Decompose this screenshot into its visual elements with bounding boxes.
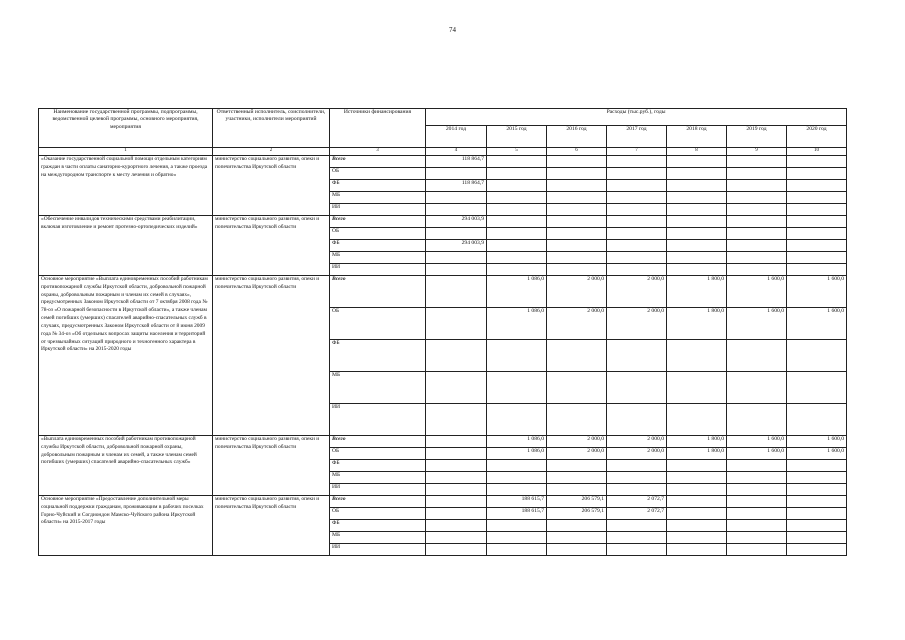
expense-value — [547, 264, 607, 276]
responsible-executor: министерство социального развития, опеки и попечительства Иркутской области — [213, 276, 330, 436]
expense-value — [547, 168, 607, 180]
expense-value — [667, 228, 727, 240]
expense-value — [487, 192, 547, 204]
funding-source: ИИ — [330, 264, 426, 276]
funding-source: ОБ — [330, 448, 426, 460]
expense-value — [787, 264, 847, 276]
expense-value — [607, 240, 667, 252]
expense-value — [547, 216, 607, 228]
expense-value — [547, 204, 607, 216]
expense-value — [727, 496, 787, 508]
expense-value: 1 600,0 — [727, 436, 787, 448]
expense-value — [727, 228, 787, 240]
expense-value — [426, 404, 487, 436]
funding-source: ОБ — [330, 508, 426, 520]
expense-value — [607, 460, 667, 472]
header-source: Источники финансирования — [330, 109, 426, 148]
expense-value — [607, 204, 667, 216]
expense-value — [667, 240, 727, 252]
expense-value — [487, 340, 547, 372]
expense-value — [607, 180, 667, 192]
expense-value — [667, 216, 727, 228]
expense-value: 1 800,0 — [667, 448, 727, 460]
table-row — [39, 276, 847, 308]
expense-value: 2 000,0 — [607, 276, 667, 308]
expense-value — [787, 520, 847, 532]
header-year: 2014 год — [426, 126, 487, 148]
expense-value — [727, 156, 787, 168]
expense-value: 1 086,0 — [487, 448, 547, 460]
expense-value — [727, 460, 787, 472]
column-number: 2 — [213, 148, 330, 156]
expense-value: 2 000,0 — [547, 276, 607, 308]
program-name: Основное мероприятие «Выплата единовременных пособий работникам противопожарной службы Иркутской области, добровольной пожарной охраны, добровольным пожарным и членам их семей в случаях», предусмотренных Законом Иркутской области от 7 октября 2008 года № 78-оз «О пожарной безопасности в Иркутской области», а также членам семей погибших (умерших) спасателей аварийно-спасательных служб в случаях, предусмотренных Законом Иркутской области от 8 июня 2009 года № 34-оз «Об отдельных вопросах защиты населения и территорий от чрезвычайных ситуаций природного и техногенного характера в Иркутской области» на 2015-2020 годы — [39, 276, 213, 436]
funding-source: ФБ — [330, 240, 426, 252]
table-row — [39, 216, 847, 228]
expense-value: 2 000,0 — [607, 308, 667, 340]
expense-value — [547, 520, 607, 532]
expense-value — [787, 192, 847, 204]
expense-value — [487, 520, 547, 532]
funding-source: ОБ — [330, 228, 426, 240]
funding-source: МБ — [330, 192, 426, 204]
expense-value — [487, 372, 547, 404]
expense-value — [547, 240, 607, 252]
expense-value: 1 800,0 — [667, 308, 727, 340]
expense-value: 2 000,0 — [547, 308, 607, 340]
expense-value — [607, 472, 667, 484]
funding-source: ИИ — [330, 484, 426, 496]
expense-value: 2 000,0 — [547, 448, 607, 460]
expense-value — [787, 156, 847, 168]
expense-value — [607, 168, 667, 180]
expense-value — [607, 372, 667, 404]
expense-value — [426, 460, 487, 472]
column-number: 6 — [547, 148, 607, 156]
expense-value — [487, 460, 547, 472]
expenses-table — [38, 108, 847, 556]
expense-value — [727, 340, 787, 372]
expense-value — [607, 532, 667, 544]
header-responsible: Ответственный исполнитель, соисполнители, участники, исполнители мероприятий — [213, 109, 330, 148]
expense-value — [667, 520, 727, 532]
expense-value — [547, 340, 607, 372]
expense-value — [547, 484, 607, 496]
expense-value: 206 579,1 — [547, 508, 607, 520]
expense-value — [667, 340, 727, 372]
expense-value — [547, 252, 607, 264]
funding-source: ФБ — [330, 340, 426, 372]
program-name: «Оказание государственной социальной помощи отдельным категориям граждан в части оплаты санаторно-курортного лечения, а также проезда на междугородном транспорте к месту лечения и обратно» — [39, 156, 213, 216]
expense-value — [727, 544, 787, 556]
expense-value — [487, 472, 547, 484]
expense-value: 1 600,0 — [787, 448, 847, 460]
expense-value: 294 003,9 — [426, 240, 487, 252]
expense-value — [487, 180, 547, 192]
expense-value: 188 615,7 — [487, 496, 547, 508]
funding-source: ИИ — [330, 204, 426, 216]
expense-value — [667, 544, 727, 556]
expense-value — [667, 472, 727, 484]
expense-value — [727, 192, 787, 204]
expense-value: 1 800,0 — [667, 436, 727, 448]
expense-value — [426, 472, 487, 484]
expense-value — [787, 240, 847, 252]
expense-value — [426, 436, 487, 448]
expense-value — [487, 216, 547, 228]
table-row — [39, 156, 847, 168]
expense-value — [667, 372, 727, 404]
expense-value — [547, 472, 607, 484]
funding-source: МБ — [330, 252, 426, 264]
funding-source: ФБ — [330, 520, 426, 532]
expense-value — [487, 404, 547, 436]
column-number: 7 — [607, 148, 667, 156]
expense-value: 1 600,0 — [727, 448, 787, 460]
expense-value — [727, 404, 787, 436]
expense-value — [607, 484, 667, 496]
expense-value — [667, 192, 727, 204]
expense-value — [787, 180, 847, 192]
funding-source: Всего — [330, 276, 426, 308]
expense-value — [487, 228, 547, 240]
expense-value — [487, 532, 547, 544]
expense-value: 206 579,1 — [547, 496, 607, 508]
expense-value — [426, 340, 487, 372]
expense-value — [426, 252, 487, 264]
expense-value — [787, 472, 847, 484]
expense-value — [667, 496, 727, 508]
expense-value — [787, 496, 847, 508]
expense-value — [547, 228, 607, 240]
expense-value — [607, 340, 667, 372]
expense-value — [727, 168, 787, 180]
table-row — [39, 436, 847, 448]
expense-value — [487, 544, 547, 556]
header-year: 2018 год — [667, 126, 727, 148]
expense-value: 1 600,0 — [727, 276, 787, 308]
expense-value — [487, 264, 547, 276]
header-program: Наименование государственной программы, подпрограммы, ведомственной целевой программы, основного мероприятия, мероприятия — [39, 109, 213, 148]
expense-value — [667, 484, 727, 496]
expense-value — [787, 228, 847, 240]
expense-value — [607, 544, 667, 556]
expense-value — [787, 404, 847, 436]
expense-value — [607, 156, 667, 168]
expense-value — [667, 532, 727, 544]
expense-value: 1 600,0 — [727, 308, 787, 340]
column-number: 8 — [667, 148, 727, 156]
program-name: «Выплата единовременных пособий работникам противопожарной службы Иркутской области, добровольной пожарной охраны, добровольным пожарным и членам их семей, а также членам семей погибших (умерших) спасателей аварийно-спасательных служб» — [39, 436, 213, 496]
funding-source: ОБ — [330, 308, 426, 340]
expense-value: 2 072,7 — [607, 508, 667, 520]
expense-value — [426, 484, 487, 496]
column-number: 10 — [787, 148, 847, 156]
expense-value: 1 800,0 — [667, 276, 727, 308]
expense-value — [426, 520, 487, 532]
expense-value — [727, 508, 787, 520]
expense-value: 2 000,0 — [607, 436, 667, 448]
expense-value — [607, 252, 667, 264]
expense-value — [547, 156, 607, 168]
expense-value — [727, 204, 787, 216]
expense-value: 2 072,7 — [607, 496, 667, 508]
funding-source: МБ — [330, 472, 426, 484]
expense-value: 1 600,0 — [787, 276, 847, 308]
expense-value — [607, 520, 667, 532]
expense-value — [607, 192, 667, 204]
responsible-executor: министерство социального развития, опеки и попечительства Иркутской области — [213, 496, 330, 556]
expense-value — [547, 404, 607, 436]
expense-value — [727, 372, 787, 404]
expense-value: 2 000,0 — [547, 436, 607, 448]
expense-value — [787, 168, 847, 180]
expense-value — [727, 484, 787, 496]
expense-value — [487, 252, 547, 264]
funding-source: ФБ — [330, 460, 426, 472]
expense-value — [426, 372, 487, 404]
expense-value — [426, 544, 487, 556]
header-year: 2017 год — [607, 126, 667, 148]
expense-value: 1 600,0 — [787, 436, 847, 448]
expense-value: 118 864,7 — [426, 156, 487, 168]
expense-value — [487, 240, 547, 252]
table-row — [39, 496, 847, 508]
expense-value — [547, 372, 607, 404]
page-number: 74 — [449, 26, 456, 34]
expense-value — [727, 240, 787, 252]
expense-value — [487, 204, 547, 216]
expense-value — [547, 544, 607, 556]
expense-value — [487, 156, 547, 168]
funding-source: МБ — [330, 372, 426, 404]
expense-value — [667, 252, 727, 264]
column-number: 3 — [330, 148, 426, 156]
expense-value: 1 086,0 — [487, 276, 547, 308]
expense-value: 2 000,0 — [607, 448, 667, 460]
header-year: 2020 год — [787, 126, 847, 148]
expense-value — [787, 216, 847, 228]
expense-value — [787, 372, 847, 404]
column-number: 5 — [487, 148, 547, 156]
expense-value — [667, 204, 727, 216]
expense-value — [426, 192, 487, 204]
column-number: 9 — [727, 148, 787, 156]
funding-source: ФБ — [330, 180, 426, 192]
responsible-executor: министерство социального развития, опеки и попечительства Иркутской области — [213, 216, 330, 276]
funding-source: Всего — [330, 436, 426, 448]
expense-value — [547, 460, 607, 472]
expense-value — [787, 340, 847, 372]
responsible-executor: министерство социального развития, опеки и попечительства Иркутской области — [213, 436, 330, 496]
expense-value: 294 003,9 — [426, 216, 487, 228]
expense-value — [727, 180, 787, 192]
expense-value — [727, 252, 787, 264]
expense-value — [487, 484, 547, 496]
expense-value — [426, 308, 487, 340]
expense-value — [547, 532, 607, 544]
expense-value — [426, 264, 487, 276]
expense-value — [727, 520, 787, 532]
expense-value — [607, 404, 667, 436]
expense-value — [787, 484, 847, 496]
program-name: Основное мероприятие «Предоставление дополнительной меры социальной поддержки гражданам, проживающим в рабочих поселках Горно-Чуйский и Согдиондон Мамско-Чуйского района Иркутской области» на 2015-2017 годы — [39, 496, 213, 556]
expense-value — [667, 168, 727, 180]
expense-value — [426, 532, 487, 544]
expense-value — [426, 448, 487, 460]
expense-value — [547, 192, 607, 204]
expense-value — [426, 276, 487, 308]
column-number: 4 — [426, 148, 487, 156]
expense-value — [426, 228, 487, 240]
expense-value: 188 615,7 — [487, 508, 547, 520]
column-number: 1 — [39, 148, 213, 156]
expense-value — [667, 460, 727, 472]
expense-value — [667, 508, 727, 520]
expense-value — [607, 264, 667, 276]
expense-value — [667, 156, 727, 168]
expense-value: 118 864,7 — [426, 180, 487, 192]
funding-source: МБ — [330, 532, 426, 544]
responsible-executor: министерство социального развития, опеки и попечительства Иркутской области — [213, 156, 330, 216]
expense-value — [547, 180, 607, 192]
header-year: 2016 год — [547, 126, 607, 148]
expense-value — [727, 472, 787, 484]
expense-value — [787, 508, 847, 520]
expense-value — [787, 460, 847, 472]
header-year: 2019 год — [727, 126, 787, 148]
funding-source: Всего — [330, 156, 426, 168]
expense-value — [667, 264, 727, 276]
header-year: 2015 год — [487, 126, 547, 148]
expense-value: 1 086,0 — [487, 436, 547, 448]
expense-value — [426, 496, 487, 508]
funding-source: ОБ — [330, 168, 426, 180]
expense-value — [667, 404, 727, 436]
expense-value — [787, 532, 847, 544]
funding-source: ИИ — [330, 404, 426, 436]
expense-value — [787, 204, 847, 216]
program-name: «Обеспечение инвалидов техническими средствами реабилитации, включая изготовление и ремонт протезно-ортопедических изделий» — [39, 216, 213, 276]
expense-value — [727, 216, 787, 228]
expense-value — [787, 252, 847, 264]
funding-source: Всего — [330, 216, 426, 228]
expense-value: 1 086,0 — [487, 308, 547, 340]
header-expenses: Расходы (тыс.руб.), годы — [426, 109, 847, 126]
expense-value — [607, 228, 667, 240]
expense-value — [727, 264, 787, 276]
expense-value — [487, 168, 547, 180]
expense-value — [667, 180, 727, 192]
expense-value — [426, 168, 487, 180]
funding-source: Всего — [330, 496, 426, 508]
expense-value — [607, 216, 667, 228]
expense-value — [426, 508, 487, 520]
expense-value — [727, 532, 787, 544]
funding-source: ИИ — [330, 544, 426, 556]
expense-value — [426, 204, 487, 216]
expense-value — [787, 544, 847, 556]
expense-value: 1 600,0 — [787, 308, 847, 340]
